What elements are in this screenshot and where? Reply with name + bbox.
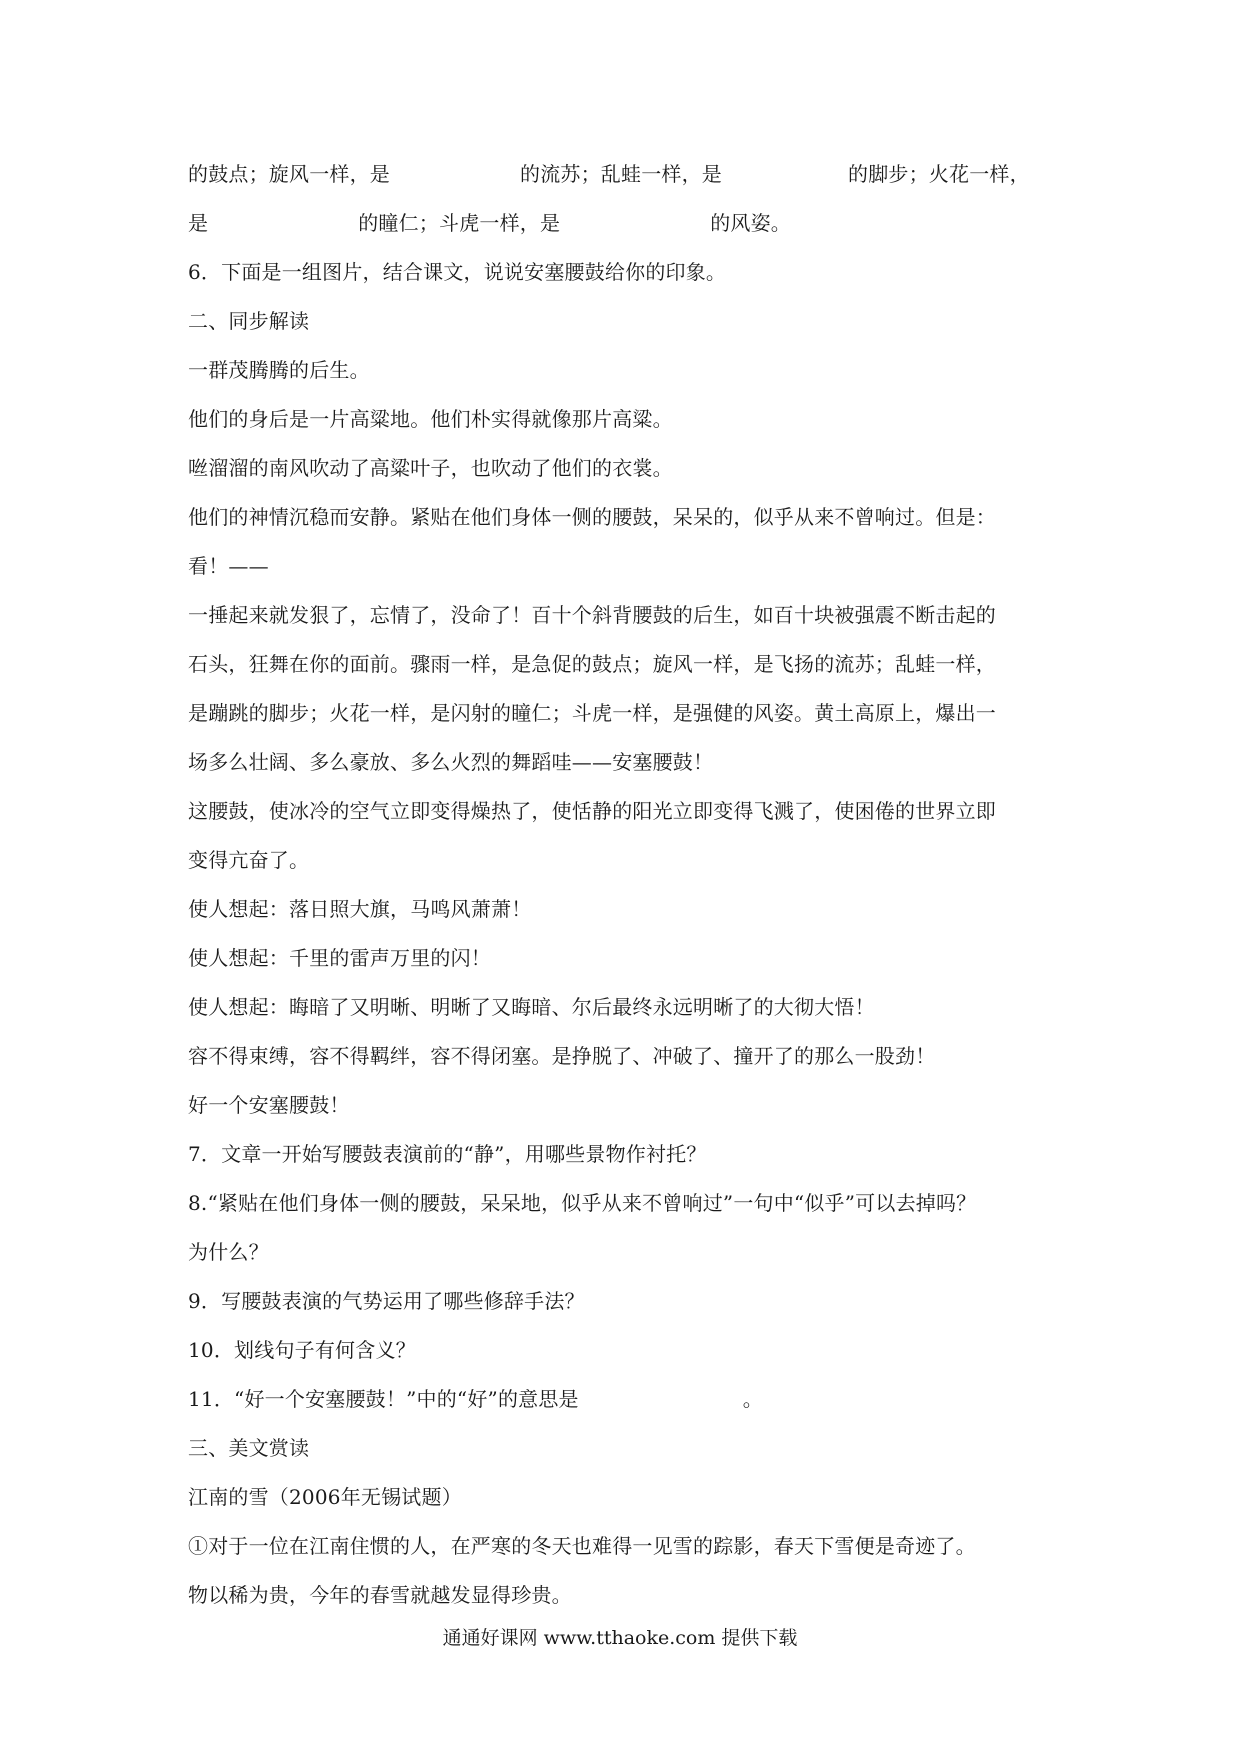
question-10: 10．划线句子有何含义？: [188, 1338, 416, 1362]
essay-line: ①对于一位在江南住惯的人，在严寒的冬天也难得一见雪的踪影，春天下雪便是奇迹了。: [188, 1534, 976, 1558]
passage-line: 一群茂腾腾的后生。: [188, 358, 370, 382]
passage-line: 咝溜溜的南风吹动了高粱叶子，也吹动了他们的衣裳。: [188, 456, 673, 480]
question-7: 7．文章一开始写腰鼓表演前的“静”，用哪些景物作衬托？: [188, 1142, 707, 1166]
text-segment: 。: [742, 1387, 763, 1411]
text-segment: 的鼓点；旋风一样，是: [188, 162, 390, 186]
question-11: [188, 1375, 1058, 1424]
passage-line: 容不得束缚，容不得羁绊，容不得闭塞。是挣脱了、冲破了、撞开了的那么一股劲！: [188, 1044, 936, 1068]
passage-line: 一捶起来就发狠了，忘情了，没命了！百十个斜背腰鼓的后生，如百十块被强震不断击起的: [188, 603, 996, 627]
question-6: 6．下面是一组图片，结合课文，说说安塞腰鼓给你的印象。: [188, 260, 727, 284]
question-8-continued: 为什么？: [188, 1240, 269, 1264]
section-heading-2: 二、同步解读: [188, 309, 310, 333]
passage-line: 使人想起：晦暗了又明晰、明晰了又晦暗、尔后最终永远明晰了的大彻大悟！: [188, 995, 875, 1019]
passage-line: 场多么壮阔、多么豪放、多么火烈的舞蹈哇——安塞腰鼓！: [188, 750, 714, 774]
passage-line: 他们的神情沉稳而安静。紧贴在他们身体一侧的腰鼓，呆呆的，似乎从来不曾响过。但是：: [188, 505, 996, 529]
text-segment: 是: [188, 211, 209, 235]
text-segment: 的风姿。: [710, 211, 792, 235]
question-9: 9．写腰鼓表演的气势运用了哪些修辞手法？: [188, 1289, 585, 1313]
essay-line: 物以稀为贵，今年的春雪就越发显得珍贵。: [188, 1583, 572, 1607]
fill-blank-line-2: [188, 199, 1058, 248]
passage-line: 看！——: [188, 554, 269, 578]
text-segment: 11．“好一个安塞腰鼓！”中的“好”的意思是: [188, 1387, 579, 1411]
text-segment: 的流苏；乱蛙一样，是: [520, 162, 722, 186]
passage-line: 变得亢奋了。: [188, 848, 310, 872]
section-heading-3: 三、美文赏读: [188, 1436, 310, 1460]
passage-line: 他们的身后是一片高粱地。他们朴实得就像那片高粱。: [188, 407, 673, 431]
essay-title: 江南的雪（2006年无锡试题）: [188, 1485, 462, 1509]
passage-line: 使人想起：落日照大旗，马鸣风萧萧！: [188, 897, 532, 921]
text-segment: 的瞳仁；斗虎一样，是: [358, 211, 561, 235]
passage-line: 石头，狂舞在你的面前。骤雨一样，是急促的鼓点；旋风一样，是飞扬的流苏；乱蛙一样，: [188, 652, 996, 676]
passage-line: 是蹦跳的脚步；火花一样，是闪射的瞳仁；斗虎一样，是强健的风姿。黄土高原上，爆出一: [188, 701, 996, 725]
passage-line: 好一个安塞腰鼓！: [188, 1093, 350, 1117]
document-body: [188, 150, 1058, 1620]
passage-line: 这腰鼓，使冰冷的空气立即变得燥热了，使恬静的阳光立即变得飞溅了，使困倦的世界立即: [188, 799, 996, 823]
question-8: 8.“紧贴在他们身体一侧的腰鼓，呆呆地，似乎从来不曾响过”一句中“似乎”可以去掉吗？: [188, 1191, 977, 1215]
page-footer: 通通好课网 www.tthaoke.com 提供下载: [442, 1627, 798, 1649]
passage-line: 使人想起：千里的雷声万里的闪！: [188, 946, 491, 970]
text-segment: 的脚步；火花一样，: [848, 162, 1030, 186]
fill-blank-line-1: [188, 150, 1058, 199]
